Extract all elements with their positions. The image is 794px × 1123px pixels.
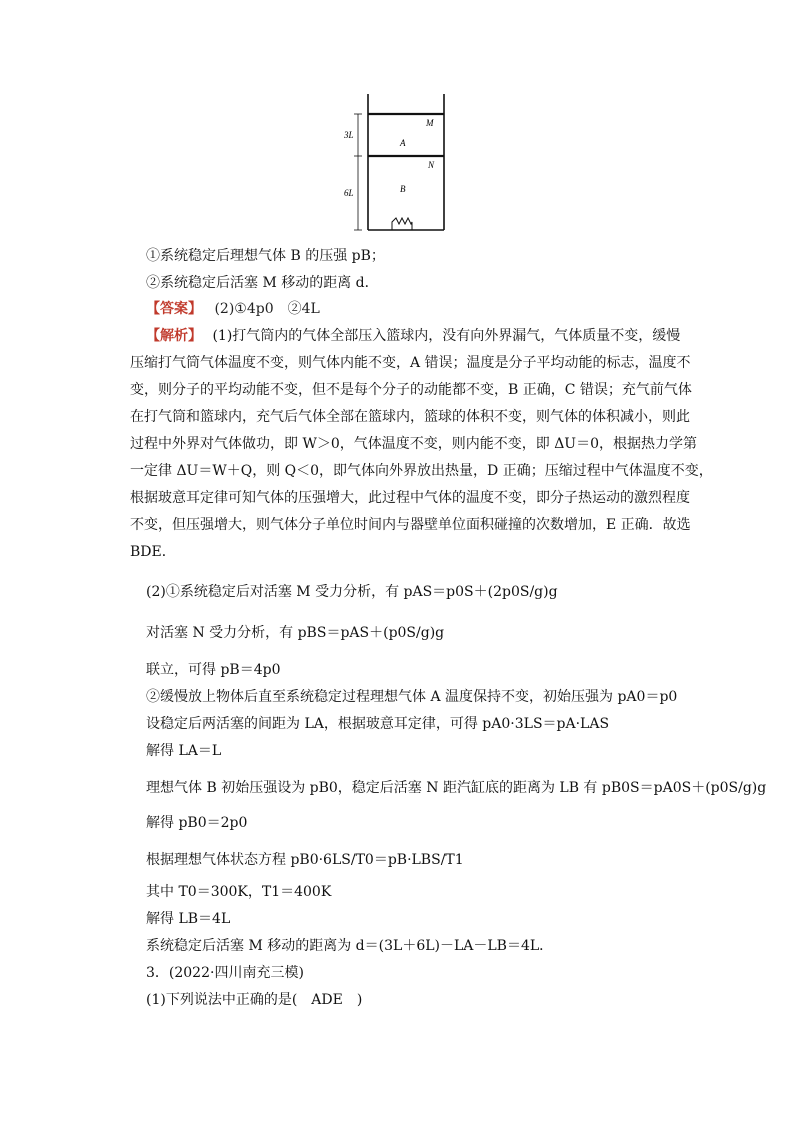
analysis-line-6: 一定律 ΔU＝W＋Q，则 Q＜0，即气体向外界放出热量，D 正确；压缩过程中气体温度不变，	[130, 463, 713, 479]
analysis-line-5: 过程中外界对气体做功，即 W＞0，气体温度不变，则内能不变，即 ΔU＝0，根据热力学第	[130, 436, 698, 452]
label-6l: 6L	[344, 188, 354, 198]
answer-line	[146, 300, 320, 318]
analysis-text-1: (1)打气筒内的气体全部压入篮球内，没有向外界漏气，气体质量不变，缓慢	[212, 328, 681, 344]
analysis-line-9: BDE．	[130, 544, 176, 560]
answer-text: (2)①4p0 ②4L	[214, 301, 320, 317]
solution-line-7: 理想气体 B 初始压强设为 pB0，稳定后活塞 N 距汽缸底的距离为 LB 有 pB0S＝pA0S＋(p0S/g)g	[146, 780, 767, 796]
solution-line-11: 解得 LB＝4L	[146, 911, 231, 927]
analysis-line-1	[146, 327, 680, 345]
analysis-line-4: 在打气筒和篮球内，充气后气体全部在篮球内，篮球的体积不变，则气体的体积减小，则此	[130, 409, 690, 425]
heater-icon	[392, 218, 412, 230]
question-line-2: ②系统稳定后活塞 M 移动的距离 d．	[146, 275, 379, 291]
label-m: M	[426, 118, 434, 128]
label-a: A	[400, 138, 406, 148]
solution-line-10: 其中 T0＝300K，T1＝400K	[146, 884, 332, 900]
label-n: N	[428, 160, 435, 170]
problem-question: (1)下列说法中正确的是( ADE )	[146, 992, 363, 1008]
analysis-line-3: 变，则分子的平均动能不变，但不是每个分子的动能都不变，B 正确，C 错误；充气前气体	[130, 382, 692, 398]
problem-heading: 3．(2022·四川南充三模)	[146, 965, 304, 981]
solution-line-8: 解得 pB0＝2p0	[146, 815, 248, 831]
solution-line-2: 对活塞 N 受力分析，有 pBS＝pAS＋(p0S/g)g	[146, 625, 445, 641]
solution-line-5: 设稳定后两活塞的间距为 LA，根据玻意耳定律，可得 pA0·3LS＝pA·LAS	[146, 716, 610, 732]
solution-line-3: 联立，可得 pB＝4p0	[146, 662, 281, 678]
solution-line-1: (2)①系统稳定后对活塞 M 受力分析，有 pAS＝p0S＋(2p0S/g)g	[146, 584, 558, 600]
question-line-1: ①系统稳定后理想气体 B 的压强 pB；	[146, 248, 385, 264]
label-b: B	[400, 184, 406, 194]
analysis-tag: 【解析】	[146, 328, 202, 344]
cylinder-diagram	[338, 92, 446, 238]
analysis-line-2: 压缩打气筒气体温度不变，则气体内能不变，A 错误；温度是分子平均动能的标志，温度不	[130, 355, 691, 371]
analysis-line-8: 不变，但压强增大，则气体分子单位时间内与器壁单位面积碰撞的次数增加，E 正确．故选	[130, 517, 691, 533]
analysis-line-7: 根据玻意耳定律可知气体的压强增大，此过程中气体的温度不变，即分子热运动的激烈程度	[130, 490, 690, 506]
solution-line-6: 解得 LA＝L	[146, 743, 222, 759]
label-3l: 3L	[344, 130, 354, 140]
solution-line-4: ②缓慢放上物体后直至系统稳定过程理想气体 A 温度保持不变，初始压强为 pA0＝p0	[146, 689, 678, 705]
solution-line-9: 根据理想气体状态方程 pB0·6LS/T0＝pB·LBS/T1	[146, 852, 464, 868]
answer-tag: 【答案】	[146, 301, 202, 317]
solution-line-12: 系统稳定后活塞 M 移动的距离为 d＝(3L＋6L)－LA－LB＝4L．	[146, 938, 554, 954]
